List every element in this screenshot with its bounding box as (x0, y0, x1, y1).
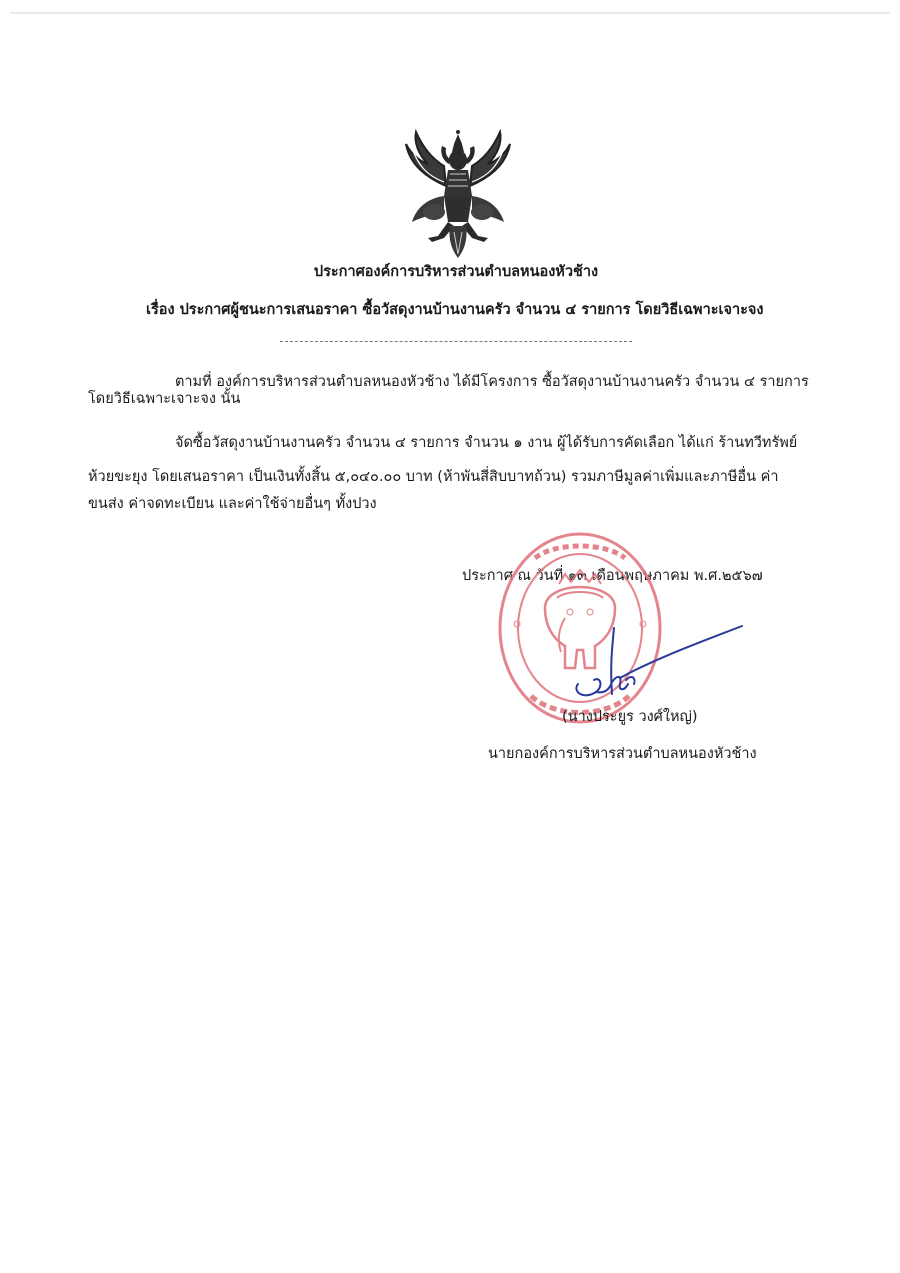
garuda-emblem-icon (398, 126, 518, 262)
paragraph-1-line-2: โดยวิธีเฉพาะเจาะจง นั้น (88, 391, 241, 407)
scan-edge (10, 12, 890, 14)
signer-position: นายกองค์การบริหารส่วนตำบลหนองหัวช้าง (488, 746, 757, 762)
paragraph-2-line-3: ขนส่ง ค่าจดทะเบียน และค่าใช้จ่ายอื่นๆ ทั้งปวง (88, 496, 377, 512)
handwritten-signature (566, 618, 746, 708)
announcement-date: ประกาศ ณ วันที่ ๑๓ เดือนพฤษภาคม พ.ศ.๒๕๖๗ (462, 568, 763, 584)
divider (280, 341, 632, 342)
document-subject: เรื่อง ประกาศผู้ชนะการเสนอราคา ซื้อวัสดุงานบ้านงานครัว จำนวน ๔ รายการ โดยวิธีเฉพาะเจาะจง (146, 302, 764, 318)
document-title: ประกาศองค์การบริหารส่วนตำบลหนองหัวช้าง (313, 264, 599, 280)
paragraph-2-line-1: จัดซื้อวัสดุงานบ้านงานครัว จำนวน ๔ รายการ จำนวน ๑ งาน ผู้ได้รับการคัดเลือก ได้แก่ ร้านทวีทรัพย์ (175, 435, 798, 451)
paragraph-1-line-1: ตามที่ องค์การบริหารส่วนตำบลหนองหัวช้าง ได้มีโครงการ ซื้อวัสดุงานบ้านงานครัว จำนวน ๔ รายการ (175, 374, 809, 390)
signer-name: (นางประยูร วงศ์ใหญ่) (562, 709, 698, 725)
paragraph-2-line-2: ห้วยขะยุง โดยเสนอราคา เป็นเงินทั้งสิ้น ๕,๐๔๐.๐๐ บาท (ห้าพันสี่สิบบาทถ้วน) รวมภาษีมูลค่าเพิ่มและภาษีอื่น ค่า (88, 469, 779, 485)
